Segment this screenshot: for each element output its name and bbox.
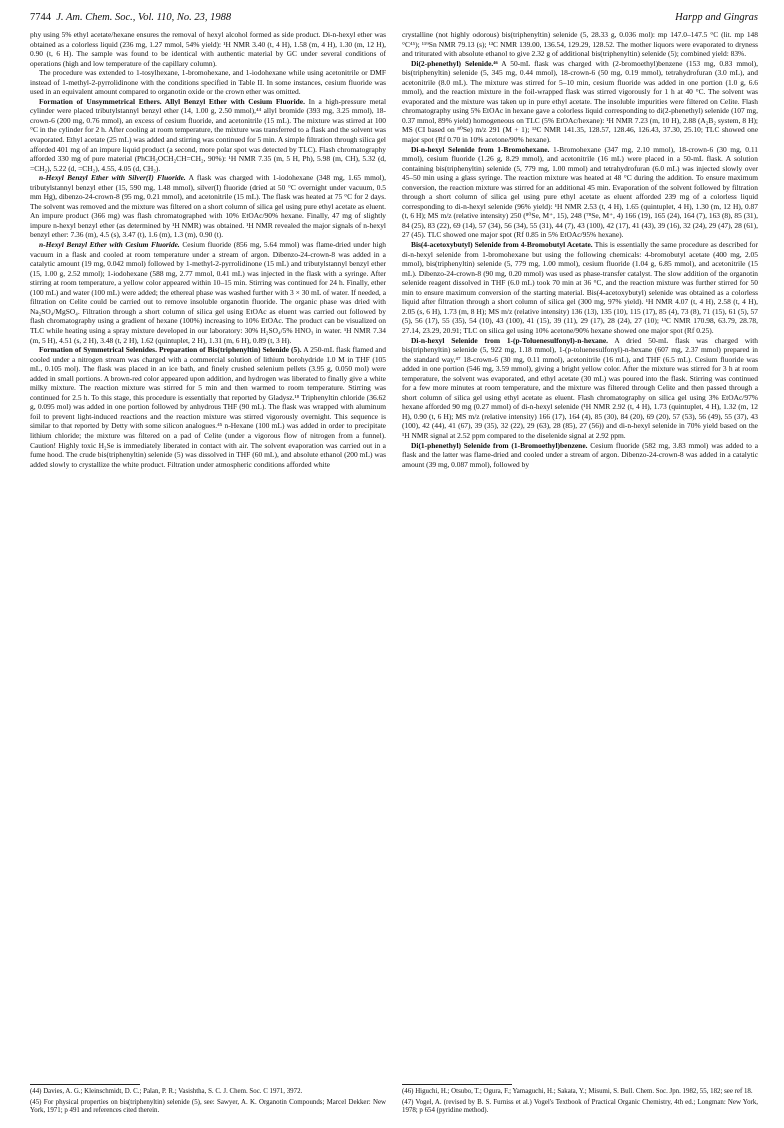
section-heading: Formation of Symmetrical Selenides. Preparation of Bis(triphenyltin) Selenide (5). — [39, 345, 302, 355]
paragraph-text: 1-Bromohexane (347 mg, 2.10 mmol), 18-crown-6 (30 mg, 0.11 mmol), cesium fluoride (1.26 g, 8.29 mmol), and acetonitrile (16 mL) were placed in a 50-mL flask. A solution containing bis(triphenyltin) selenide (5, 779 mg, 1.00 mmol) and tetrahydrofuran (6.0 mL) was injected slowly over 45–50 min using a glass syringe. The reaction mixture was heated at 48 °C during the addition. To ensure maximum conversion, the reaction mixture was stirred for an additional 45 min. Evaporation of the solvent followed by filtration through a short column of silica gel using pure ethyl acetate as eluent afforded 239 mg of a colorless liquid corresponding to di-n-hexyl selenide (96% yield): ¹H NMR 2.53 (t, 4 H), 1.65 (quintuplet, 4 H), 1.30 (m, 12 H), 0.87 (t, 6 H); MS m/z (relative intensity) 250 (⁸⁰Se, M⁺, 15), 248 (⁷⁸Se, M⁺, 4) 166 (19), 165 (24), 164 (7), 163 (8), 85 (31), 84 (25), 83 (22), 69 (14), 57 (34), 56 (34), 55 (31), 44 (7), 43 (100), 42 (17), 41 (43), 39 (16), 32 (24), 29 (47), 28 (61), 27 (45). TLC showed one major spot (Rf 0.85 in 5% EtOAc/95% hexane). — [402, 144, 758, 240]
section-heading: Di-n-hexyl Selenide from 1-(p-Toluenesulfonyl)-n-hexane. — [411, 335, 609, 345]
paragraph — [402, 336, 758, 441]
left-column — [30, 30, 386, 469]
running-head — [30, 8, 758, 28]
paragraph-text: This is essentially the same procedure as described for di-n-hexyl selenide from 1-bromohexane but using the following chemicals: 4-bromobutyl acetate (400 mg, 2.05 mmol), bis(triphenyltin) selenide (5, 779 mg, 1.00 mmol), cesium fluoride (1.04 g, 6.85 mmol), and acetonitrile (15 mL). Dibenzo-24-crown-8 (90 mg, 0.20 mmol) was used as phase-transfer catalyst. The slow addition of the organotin selenide reagent dissolved in THF (6.0 mL) took 70 min at 36 °C, and the reaction mixture was further stirred for 50 min to ensure maximum conversion of the starting material. Bis(4-acetoxybutyl) selenide was obtained as a colorless liquid after filtration through a short column of silica gel (300 mg, 97% yield). ¹H NMR 4.07 (t, 4 H), 2.58 (t, 4 H), 2.05 (s, 6 H), 1.73 (m, 8 H); MS m/z (relative intensity) 136 (13), 135 (10), 115 (17), 85 (4), 73 (8), 71 (15), 61 (5), 57 (5), 56 (17), 55 (35), 54 (10), 43 (100), 41 (15), 39 (11), 29 (17), 28 (24), 27 (10); ¹³C NMR 170.98, 63.79, 28.78, 27.14, 23.29, 20.91; TLC on silica gel using 10% acetone/90% hexane showed one major spot (Rf 0.25). — [402, 240, 758, 335]
footnote: (45) For physical properties on bis(triphenyltin) selenide (5), see: Sawyer, A. K. Organotin Compounds; Marcel Dekker: New York, 1971; p 491 and references cited therein. — [30, 1098, 386, 1115]
paragraph-text: A flask was charged with 1-iodohexane (348 mg, 1.65 mmol), tributylstannyl benzyl ether (15, 590 mg, 1.48 mmol), silver(I) fluoride (dried at 50 °C overnight under vacuum, 0.5 mm Hg), dibenzo-24-crown-8 (95 mg, 0.21 mmol), and acetonitrile (15 mL). The flask was heated at 75 °C for 2 days. The solvent was removed and the mixture was filtered on a short column of silica gel using pure ethyl acetate as eluent. An impure product (366 mg) was flash chromatographed with 10% EtOAc/90% hexane. Finally, 47 mg of slightly impure n-hexyl benzyl ether (as determined by ¹H NMR) was obtained. ¹H NMR revealed the major signals of n-hexyl benzyl ether: 7.36 (m), 4.5 (s), 3.47 (t), 1.6 (m), 1.3 (m), 0.90 (t). — [30, 173, 387, 240]
footnote-rule — [30, 1084, 140, 1085]
paragraph-text: The procedure was extended to 1-tosylhexane, 1-bromohexane, and 1-iodohexane while using acetonitrile or DMF instead of 1-methyl-2-pyrrolidinone with the conditions specified in Table II. In some instances, cesium fluoride was used in an equivalent amount compared to organotin oxide or the crown ether was omitted. — [30, 68, 386, 97]
footnote: (46) Higuchi, H.; Otsubo, T.; Ogura, F.; Yamaguchi, H.; Sakata, Y.; Misumi, S. Bull. Chem. Soc. Jpn. 1982, 55, 182; see ref 18. — [402, 1088, 753, 1095]
section-heading: Di(1-phenethyl) Selenide from (1-Bromoethyl)benzene. — [411, 440, 588, 450]
footnote: (47) Vogel, A. (revised by B. S. Furniss et al.) Vogel's Textbook of Practical Organic Chemistry, 4th ed.; Longman: New York, 1978; p 654 (pyridine method). — [402, 1098, 758, 1115]
paragraph — [30, 68, 386, 97]
journal-page — [30, 8, 759, 1115]
journal-citation: J. Am. Chem. Soc., Vol. 110, No. 23, 1988 — [56, 12, 232, 23]
paragraph — [402, 145, 758, 240]
paragraph — [30, 173, 386, 240]
right-column — [402, 30, 758, 469]
footnote-rule — [402, 1084, 512, 1085]
section-heading: n-Hexyl Benzyl Ether with Cesium Fluoride. — [39, 240, 180, 250]
paragraph-text: Cesium fluoride (856 mg, 5.64 mmol) was flame-dried under high vacuum in a flask and cooled at room temperature under a stream of argon. Dibenzo-24-crown-8 was added in a catalytic amount (19 mg, 0.042 mmol) followed by 1-methyl-2-pyrrolidinone (15 mL) and tributylstannyl benzyl ether (15, 1.00 g, 2.52 mmol); 1-iodohexane (588 mg, 2.77 mmol, 0.41 mL) was injected in the flask with a syringe. After stirring at room temperature, a yellow color appeared within 10–15 min. Stirring was continued for 24 h. Finally, ether (100 mL) and water (100 mL) were added; the ethereal phase was washed further with 3 × 30 mL of water. If needed, a filtration on Celite could be carried out to remove insoluble organotin fluoride. The organic phase was dried with Na₂SO₄/MgSO₄. Filtration through a short column of silica gel using EtOAc as eluent was carried out followed by flash chromatography using a gradient of hexane (100%) increasing to 10% EtOAc. The product can be visualized on TLC while heating using a spray mixture developed in our laboratory: 30% H₂SO₄/5% HNO₃ in water. ¹H NMR 7.34 (m, 5 H), 4.51 (s, 2 H), 3.48 (t, 2 H), 1.62 (quintuplet, 2 H), 1.31 (m, 6 H), 0.89 (t, 3 H). — [30, 240, 387, 345]
paragraph-text: A dried 50-mL flask was charged with bis(triphenyltin) selenide (5, 922 mg, 1.18 mmol), 1-(p-toluenesulfonyl)-n-hexane (607 mg, 2.37 mmol) prepared in the standard way,⁴⁷ 18-crown-6 (30 mg, 0.11 mmol), acetonitrile (16 mL), and THF (6.5 mL). Cesium fluoride was added in one portion (546 mg, 3.59 mmol), giving a bright yellow color. After the mixture was stirred for 3 h at room temperature, the solvent was evaporated, and ethyl acetate (30 mL) was poured into the flask. Stirring was continued for a few more minutes at room temperature, and the mixture was filtered through Celite and then passed through a short column of silica gel using ethyl acetate as eluent. Flash chromatography on silica gel using 3% EtOAc/97% hexane afforded 90 mg (0.27 mmol) of di-n-hexyl selenide (¹H NMR 2.92 (t, 4 H), 1.73 (quintuplet, 4 H), 1.32 (m, 12 H), 0.90 (t, 6 H); MS m/z (relative intensity) 166 (17), 164 (4), 85 (30), 84 (20), 69 (20), 57 (53), 56 (49), 55 (37), 43 (100), 42 (44), 41 (67), 39 (35), 32 (22), 29 (63), 28 (85), 27 (56)) and di-n-hexyl selenide in 70% yield based on the ¹H NMR signal at 2.52 ppm compared to the diselenide signal at 2.92 ppm. — [402, 335, 758, 440]
paragraph — [402, 441, 758, 470]
paragraph — [402, 240, 758, 335]
paragraph-text: Cesium fluoride (582 mg, 3.83 mmol) was added to a flask and the latter was flame-dried and cooled under a stream of argon. Dibenzo-24-crown-8 was added in a catalytic amount (39 mg, 0.087 mmol), followed by — [402, 440, 759, 469]
paragraph — [30, 30, 386, 68]
paragraph — [402, 59, 758, 145]
two-column-body — [30, 30, 758, 469]
section-heading: Bis(4-acetoxybutyl) Selenide from 4-Bromobutyl Acetate. — [411, 240, 593, 250]
paragraph — [30, 345, 386, 469]
footnotes-left — [30, 1084, 386, 1118]
section-heading: n-Hexyl Benzyl Ether with Silver(I) Fluoride. — [39, 173, 186, 183]
section-heading: Di-n-hexyl Selenide from 1-Bromohexane. — [411, 144, 550, 154]
paragraph-text: A 50-mL flask was charged with (2-bromoethyl)benzene (153 mg, 0.83 mmol), bis(triphenyltin) selenide (5, 345 mg, 0.44 mmol), 18-crown-6 (50 mg, 0.19 mmol), tetrahydrofuran (3.0 mL), and acetonitrile (8.0 mL). The mixture was stirred for 5–10 min, cesium fluoride was added in one portion (1.0 g, 6.6 mmol), and the reaction mixture in the foil-wrapped flask was stirred vigorously for 1 h at 40 °C. The solvent was evaporated and the mixture was taken up in pure ethyl acetate. The insoluble impurities were filtered on Celite. Flash chromatography using 5% EtOAc in hexane gave a colorless liquid corresponding to di(2-phenethyl) selenide (107 mg, 0.37 mmol, 89% yield) homogeneous on TLC (5% EtOAc/hexane): ¹H NMR 7.23 (m, 10 H), 2.88 (A₂B₂ system, 8 H); MS (CI based on ⁸⁰Se) m/z 291 (M + 1); ¹³C NMR 141.35, 128.57, 128.46, 126.43, 37.30, 25.10; TLC showed one major spot (Rf 0.70 in 10% acetone/90% hexane). — [402, 58, 759, 145]
footnote: (44) Davies, A. G.; Kleinschmidt, D. C.; Palan, P. R.; Vasishtha, S. C. J. Chem. Soc. C 1971, 3972. — [30, 1088, 303, 1095]
section-heading: Di(2-phenethyl) Selenide.⁴⁶ — [411, 58, 498, 68]
paragraph — [30, 240, 386, 345]
paragraph — [30, 97, 386, 173]
header-left — [30, 12, 231, 23]
paragraph — [402, 30, 758, 59]
paragraph-text: crystalline (not highly odorous) bis(triphenyltin) selenide (5, 28.33 g, 0.036 mol): mp 147.0–147.5 °C (lit. mp 148 °C⁴⁵); ¹¹⁹Sn NMR 79.13 (s); ¹³C NMR 139.00, 136.54, 129.29, 128.52. The mother liquors were evaporated to dryness and triturated with absolute ethanol to give 2.32 g of additional bis(triphenyltin) selenide (5); combined yield: 83%. — [402, 30, 758, 59]
footnotes-right — [402, 1084, 758, 1118]
section-heading: Formation of Unsymmetrical Ethers. Allyl Benzyl Ether with Cesium Fluoride. — [39, 96, 305, 106]
header-authors: Harpp and Gingras — [675, 12, 758, 23]
paragraph-text: In a high-pressure metal cylinder were placed tributylstannyl benzyl ether (14, 1.00 g, 2.50 mmol),⁴⁴ allyl bromide (393 mg, 3.25 mmol), 18-crown-6 (200 mg, 0.76 mmol), an excess of cesium fluoride, and acetonitrile (15 mL). The mixture was stirred at 100 °C in the cylinder for 2 h. After cooling at room temperature, the mixture was transferred to a flask and the solvent was evaporated. Ethyl acetate (25 mL) was added and stirring was continued for 5 min. A simple filtration through silica gel afforded 401 mg of an impure liquid product (a second, more polar spot was detected by TLC). Flash chromatography afforded 330 mg of pure material (PhCH₂OCH₂CH=CH₂, 90%): ¹H NMR 7.35 (m, 5 H, Ph), 5.98 (m, CH), 5.32 (d, =CH₂), 5.22 (d, =CH₂), 4.55, 4.05 (d, CH₂). — [30, 96, 387, 173]
paragraph-text: A 250-mL flask flamed and cooled under a nitrogen stream was charged with a commercial solution of lithium borohydride 1.0 M in THF (105 mL, 0.105 mol). The flask was placed in an ice bath, and finely crushed selenium pellets (3.95 g, 0.050 mol) were added in small portions. A brown-red color appeared upon addition, and hydrogen was liberated to finally give a white milky mixture. The reaction mixture was stirred for 5 min and then warmed to room temperature. Stirring was continued for 2.5 h. To this stage, this procedure is essentially that reported by Gladysz.¹⁸ Triphenyltin chloride (36.62 g, 0.095 mol) was added in one portion followed by anhydrous THF (90 mL). The flask was wrapped with aluminum foil to prevent light-induced reactions and the reaction mixture was stirred vigorously overnight. This sequence is similar to that reported by Detty with some silicon analogues.⁴⁵ n-Hexane (100 mL) was added in order to precipitate lithium chloride; the mixture was filtered on a pad of Celite (under a vigorous flow of nitrogen from a funnel). Caution! Highly toxic H₂Se is immediately liberated in contact with air. The solvent evaporation was carried out in a fume hood. The crude bis(triphenyltin) selenide (5) was dissolved in THF (60 mL), and absolute ethanol (200 mL) was added slowly to crystallize the white product. Filtration under atmospheric conditions afforded white — [30, 345, 386, 469]
page-number: 7744 — [30, 12, 51, 23]
paragraph-text: phy using 5% ethyl acetate/hexane ensures the removal of hexyl alcohol formed as side product. Di-n-hexyl ether was obtained as a colorless liquid (236 mg, 1.27 mmol, 54% yield): ¹H NMR 3.40 (t, 4 H), 1.58 (m, 4 H), 1.30 (m, 12 H), 0.90 (t, 6 H). The sample was found to be identical with authentic material by GC under several conditions of operations (high and low temperature of the capillary column). — [30, 30, 386, 68]
